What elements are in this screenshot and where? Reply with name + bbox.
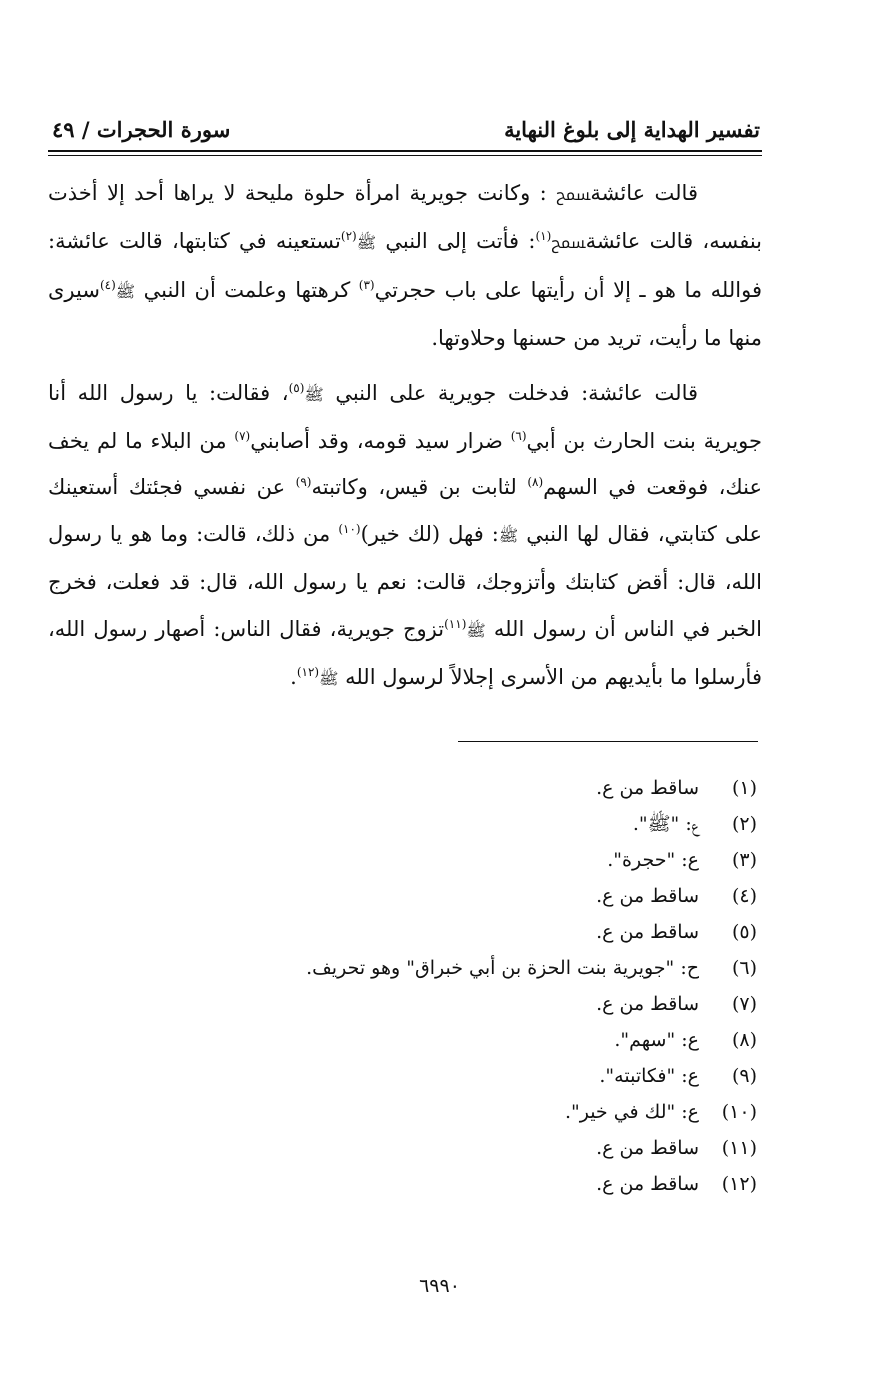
text-run: تستعينه في كتابتها، قالت عائشة: فوالله ما هو ـ إلا أن رأيتها على باب حجرتي xyxy=(48,229,762,302)
footnote-marker: (٦) xyxy=(510,429,527,444)
page-number: ٦٩٩٠ xyxy=(419,1275,460,1297)
footnote-number: (٤) xyxy=(731,885,757,907)
footnote-item xyxy=(237,806,757,842)
footnote-text: ع: "سهم". xyxy=(614,1029,699,1051)
footnote-item xyxy=(237,1058,757,1094)
footnote-marker: (١٢) xyxy=(296,665,320,680)
footnote-marker: (١٠) xyxy=(338,521,361,536)
text-run: قالت عائشة xyxy=(590,181,698,205)
footnote-number: (١١) xyxy=(721,1137,757,1159)
text-run: : فهل (لك خير) xyxy=(360,521,499,546)
footnote-marker: (٢) xyxy=(340,229,357,244)
footnote-marker: (٨) xyxy=(527,475,544,490)
footnote-item xyxy=(237,1166,757,1202)
footnote-number: (١٢) xyxy=(721,1173,757,1195)
footnote-text: ع: "لك في خير". xyxy=(564,1101,699,1123)
footnote-number: (٥) xyxy=(731,921,757,943)
text-run: سيرى منها ما رأيت، تريد من حسنها وحلاوتها. xyxy=(48,277,762,351)
footnote-number: (٢) xyxy=(731,813,757,835)
footnote-text: ساقط من ع. xyxy=(596,993,699,1015)
text-run: : فأتت إلى النبي xyxy=(376,229,536,254)
footnote-number: (١) xyxy=(731,777,757,799)
text-run: تزوج جويرية، فقال الناس: أصهار رسول الله، فأرسلوا ما بأيديهم من الأسرى إجلالاً لرسول الله xyxy=(48,616,762,690)
footnote-item xyxy=(237,842,757,878)
footnote-number: (٦) xyxy=(731,957,757,979)
text-run: من البلاء ما لم يخف عنك، فوقعت في السهم xyxy=(48,429,762,500)
footnote-marker: (٥) xyxy=(288,380,305,395)
footnote-marker: (٤) xyxy=(99,277,116,292)
footnote-item xyxy=(237,914,757,950)
header-rule xyxy=(48,150,762,152)
footnote-text: ع: "ﷺ". xyxy=(632,813,699,835)
surah-reference: سورة الحجرات / ٤٩ xyxy=(52,116,231,142)
honorific-glyph: ﷺ xyxy=(319,669,339,689)
honorific-glyph: ﷺ xyxy=(356,233,377,253)
footnote-marker: (٧) xyxy=(234,429,251,444)
footnote-text: ساقط من ع. xyxy=(596,921,699,943)
footnote-item xyxy=(237,770,757,806)
honorific-glyph: ﷺ xyxy=(304,384,324,404)
running-header xyxy=(52,112,760,146)
text-run: ، فقالت: يا رسول الله أنا جويرية بنت الحارث بن أبي xyxy=(48,380,762,454)
footnote-text: ع: "حجرة". xyxy=(607,849,699,871)
text-run: : وكانت جويرية امرأة حلوة مليحة لا يراها أحد إلا أخذت بنفسه، قالت عائشة xyxy=(48,181,763,254)
footnote-number: (١٠) xyxy=(721,1101,757,1123)
text-run: من ذلك، قالت: وما هو يا رسول الله، قال: أقض كتابتك وأتزوجك، قالت: نعم يا رسول الله، قال: قد فعلت، فخرج الخبر في الناس أن رسول الله xyxy=(48,521,762,641)
book-title: تفسير الهداية إلى بلوغ النهاية xyxy=(504,116,760,142)
main-text xyxy=(48,170,762,702)
paragraph-1 xyxy=(48,170,762,362)
text-run: قالت عائشة: فدخلت جويرية على النبي xyxy=(323,380,699,405)
footnote-number: (٣) xyxy=(731,849,757,871)
honorific-glyph: ﵟ xyxy=(556,185,591,204)
text-run: كرهتها وعلمت أن النبي xyxy=(135,277,359,302)
footnote-marker: (٣) xyxy=(358,277,375,292)
footnote-text: ع: "فكاتبته". xyxy=(599,1065,699,1087)
text-run: عن نفسي فجئتك أستعينك على كتابتي، فقال لها النبي xyxy=(48,475,762,546)
footnote-number: (٧) xyxy=(731,993,757,1015)
footnote-text: ساقط من ع. xyxy=(596,777,699,799)
footnote-marker: (١١) xyxy=(444,616,467,631)
honorific-glyph: ﵟ xyxy=(551,233,586,253)
honorific-glyph: ﷺ xyxy=(498,525,519,545)
footnote-item xyxy=(237,950,757,986)
honorific-glyph: ﷺ xyxy=(466,620,486,640)
footnote-separator xyxy=(458,741,758,742)
text-run: لثابت بن قيس، وكاتبته xyxy=(311,475,528,500)
footnote-number: (٨) xyxy=(731,1029,757,1051)
text-run: ضرار سيد قومه، وقد أصابني xyxy=(250,429,511,454)
footnote-text: ساقط من ع. xyxy=(596,1173,699,1195)
text-run: . xyxy=(290,665,297,690)
footnote-text: ساقط من ع. xyxy=(596,1137,699,1159)
footnote-item xyxy=(237,986,757,1022)
paragraph-2 xyxy=(48,370,762,703)
header-rule-thin xyxy=(48,155,762,156)
footnote-marker: (١) xyxy=(535,229,552,244)
footnote-item xyxy=(237,1130,757,1166)
footnote-item xyxy=(237,1022,757,1058)
footnote-text: ح: "جويرية بنت الحزة بن أبي خبراق" وهو تحريف. xyxy=(306,957,699,979)
footnote-marker: (٩) xyxy=(295,475,312,490)
honorific-glyph: ﷺ xyxy=(115,281,136,301)
footnote-item xyxy=(237,1094,757,1130)
footnote-item xyxy=(237,878,757,914)
footnote-number: (٩) xyxy=(731,1065,757,1087)
footnote-text: ساقط من ع. xyxy=(596,885,699,907)
footnotes-list xyxy=(237,770,757,1202)
